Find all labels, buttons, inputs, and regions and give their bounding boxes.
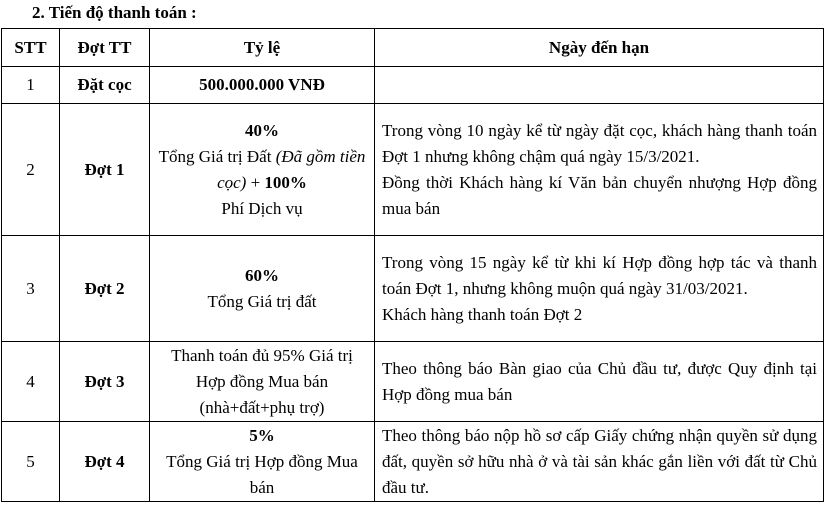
due-line: Trong vòng 10 ngày kể từ ngày đặt cọc, khách hàng thanh toán Đợt 1 nhưng không chậm quá ngày 15/3/2021. [382, 120, 817, 166]
cell-dot: Đợt 3 [60, 342, 150, 422]
cell-dot: Đợt 2 [60, 236, 150, 342]
cell-due [375, 104, 824, 236]
rate-text-2: Phí Dịch vụ [221, 198, 303, 218]
rate-percent-2: 100% [264, 172, 307, 192]
header-stt: STT [2, 29, 60, 67]
cell-stt: 4 [2, 342, 60, 422]
section-title: 2. Tiến độ thanh toán : [32, 3, 197, 22]
cell-due [375, 67, 824, 104]
due-line: Theo thông báo Bàn giao của Chủ đầu tư, được Quy định tại Hợp đồng mua bán [382, 358, 817, 404]
table-row [2, 422, 824, 502]
header-dot-tt: Đợt TT [60, 29, 150, 67]
cell-rate: Thanh toán đủ 95% Giá trị Hợp đồng Mua bán (nhà+đất+phụ trợ) [150, 342, 375, 422]
cell-due [375, 342, 824, 422]
table-row [2, 67, 824, 104]
cell-rate [150, 236, 375, 342]
rate-text: Tổng Giá trị đất [207, 291, 317, 311]
cell-stt: 2 [2, 104, 60, 236]
cell-dot: Đợt 4 [60, 422, 150, 502]
cell-rate [150, 104, 375, 236]
table-header-row [2, 29, 824, 67]
cell-rate: 500.000.000 VNĐ [150, 67, 375, 104]
due-line: Theo thông báo nộp hồ sơ cấp Giấy chứng nhận quyền sử dụng đất, quyền sở hữu nhà ở và tài sản khác gắn liền với đất từ Chủ đầu tư. [382, 425, 817, 497]
rate-description [156, 144, 368, 222]
table-row [2, 342, 824, 422]
table-row [2, 236, 824, 342]
table-row [2, 104, 824, 236]
rate-plus: + [246, 172, 265, 192]
rate-percent: 40% [245, 120, 279, 140]
cell-due [375, 236, 824, 342]
payment-schedule-table [1, 28, 824, 502]
rate-note: (Đã gồm tiền cọc) [217, 146, 366, 192]
cell-dot: Đợt 1 [60, 104, 150, 236]
due-line: Đồng thời Khách hàng kí Văn bản chuyển nhượng Hợp đồng mua bán [382, 172, 817, 218]
cell-dot: Đặt cọc [60, 67, 150, 104]
cell-stt: 3 [2, 236, 60, 342]
cell-stt: 5 [2, 422, 60, 502]
header-ngay-den-han: Ngày đến hạn [375, 29, 824, 67]
header-ty-le: Tỷ lệ [150, 29, 375, 67]
rate-text: Tổng Giá trị Hợp đồng Mua bán [166, 451, 358, 497]
rate-percent: 5% [249, 425, 275, 445]
cell-due [375, 422, 824, 502]
cell-rate [150, 422, 375, 502]
due-line: Khách hàng thanh toán Đợt 2 [382, 304, 583, 324]
rate-text: Tổng Giá trị Đất [158, 146, 276, 166]
due-line: Trong vòng 15 ngày kể từ khi kí Hợp đồng hợp tác và thanh toán Đợt 1, nhưng không muộn quá ngày 31/03/2021. [382, 252, 817, 298]
cell-stt: 1 [2, 67, 60, 104]
rate-percent: 60% [245, 265, 279, 285]
